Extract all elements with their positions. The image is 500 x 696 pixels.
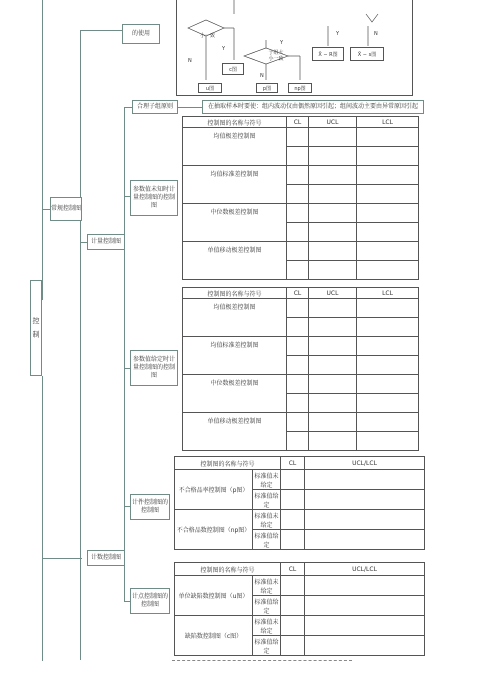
root-node: 控 制 xyxy=(30,280,42,376)
rational-subgroup-note: 在抽取样本时要使：组内波动仅由偶然原因引起；组间波动主要由异常原因引起 xyxy=(202,100,424,114)
bottom-dashed-line xyxy=(172,660,352,661)
col-header: 控制图的名称与符号 xyxy=(183,117,287,128)
flow-box-np: np图 xyxy=(288,83,312,93)
chart-name-cell: 单位缺陷数控制图（u图） xyxy=(175,576,253,616)
given-params-node: 参数值给定时计量控制图的控制图 xyxy=(130,350,178,386)
flow-yes-label: Y xyxy=(222,46,226,52)
rational-subgroup-node: 合理子组原则 xyxy=(132,100,178,114)
col-header: CL xyxy=(287,288,309,299)
chart-name-cell: 中位数极差控制图 xyxy=(183,204,287,242)
col-header: 控制图的名称与符号 xyxy=(175,457,281,470)
sub-label: 标准值给定 xyxy=(253,490,281,510)
flow-label-diamond1: 小一致 xyxy=(200,33,216,39)
count-pieces-table xyxy=(174,456,425,550)
count-points-node: 计点控制图的控制图 xyxy=(130,588,170,614)
flow-no-label: N xyxy=(260,73,264,79)
connector xyxy=(42,558,82,559)
connector xyxy=(42,376,43,661)
col-header: UCL xyxy=(309,117,357,128)
chart-name-cell: 不合格品率控制图（p图） xyxy=(175,470,253,510)
metering-chart-node: 计量控制图 xyxy=(87,234,125,250)
connector xyxy=(80,242,87,243)
metering-table-given xyxy=(182,287,419,451)
sub-label: 标准值未给定 xyxy=(253,470,281,490)
unknown-params-node: 参数值未知时计量控制图的控制图 xyxy=(130,180,178,216)
flow-yes-label: Y xyxy=(336,31,340,37)
chart-name-cell: 缺陷数控制图（c图） xyxy=(175,616,253,656)
col-header: LCL xyxy=(357,288,419,299)
connector xyxy=(42,209,50,210)
col-header: 控制图的名称与符号 xyxy=(175,563,281,576)
flow-no-label: N xyxy=(188,58,192,64)
sub-label: 标准值未给定 xyxy=(253,510,281,530)
flow-box-xbar-s: X̄ − s图 xyxy=(350,47,384,61)
chart-name-cell: 中位数极差控制图 xyxy=(183,375,287,413)
col-header: UCL/LCL xyxy=(305,457,425,470)
chart-name-cell: 均值极差控制图 xyxy=(183,128,287,166)
col-header: UCL/LCL xyxy=(305,563,425,576)
sub-label: 标准值未给定 xyxy=(253,616,281,636)
connector xyxy=(42,0,43,300)
col-header: CL xyxy=(281,563,305,576)
chart-name-cell: 均值极差控制图 xyxy=(183,299,287,337)
chart-name-cell: 单值移动极差控制图 xyxy=(183,413,287,451)
connector xyxy=(80,30,81,660)
flow-box-xbar-r: X̄ − R图 xyxy=(312,47,344,61)
chart-name-cell: 单值移动极差控制图 xyxy=(183,242,287,280)
flow-box-c: c图 xyxy=(222,63,244,75)
sub-label: 标准值给定 xyxy=(253,530,281,550)
connector xyxy=(124,107,125,602)
flow-yes-label: Y xyxy=(280,40,284,46)
connector xyxy=(80,30,122,31)
usage-node: 的使用 xyxy=(122,24,160,44)
count-pieces-node: 计件控制图的控制图 xyxy=(130,494,170,520)
connector xyxy=(124,107,132,108)
flow-label-diamond2: 子组大 小一致 xyxy=(268,50,284,62)
chart-name-cell: 不合格品数控制图（np图） xyxy=(175,510,253,550)
connector xyxy=(178,107,202,108)
col-header: LCL xyxy=(357,117,419,128)
sub-label: 标准值给定 xyxy=(253,636,281,656)
sub-label: 标准值未给定 xyxy=(253,576,281,596)
flow-no-label: N xyxy=(374,31,378,37)
col-header: CL xyxy=(287,117,309,128)
flow-box-p: p图 xyxy=(256,83,278,93)
metering-table-unknown xyxy=(182,116,419,280)
flow-box-u: u图 xyxy=(198,83,222,93)
chart-name-cell: 均值标准差控制图 xyxy=(183,166,287,204)
col-header: UCL xyxy=(309,288,357,299)
count-points-table xyxy=(174,562,425,656)
chart-name-cell: 均值标准差控制图 xyxy=(183,337,287,375)
col-header: CL xyxy=(281,457,305,470)
conventional-chart-node: 常规控制图 xyxy=(50,197,82,221)
sub-label: 标准值给定 xyxy=(253,596,281,616)
counting-chart-node: 计数控制图 xyxy=(87,550,125,566)
col-header: 控制图的名称与符号 xyxy=(183,288,287,299)
